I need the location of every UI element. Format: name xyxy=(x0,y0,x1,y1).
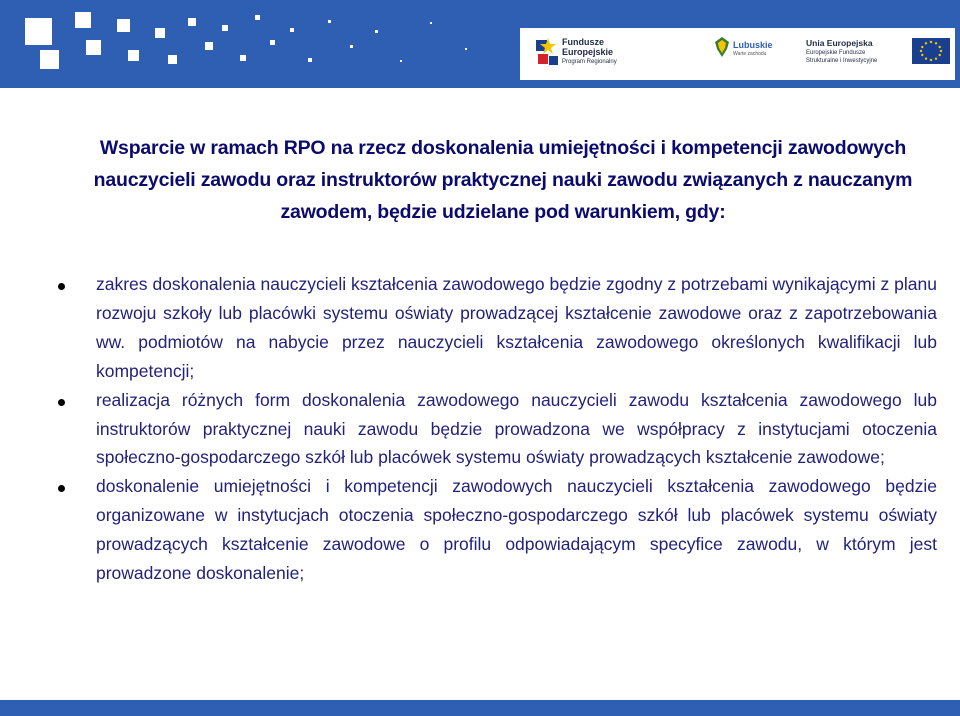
decorative-square xyxy=(222,25,228,31)
decorative-square xyxy=(40,50,59,69)
list-item-text: zakres doskonalenia nauczycieli kształcenia zawodowego będzie zgodny z potrzebami wynikającymi z planu rozwoju szkoły lub placówki systemu oświaty prowadzącej kształcenie zawodowe oraz z zapotrzebowania ww. podmiotów na nabycie przez nauczycieli kształcenia zawodowego określonych kwalifikacji lub kompetencji; xyxy=(96,274,937,381)
bullet-icon xyxy=(58,283,65,290)
ue-line3: Strukturalne i Inwestycyjne xyxy=(806,58,878,64)
bullet-icon xyxy=(58,485,65,492)
eu-funds-star-icon xyxy=(536,38,560,68)
decorative-square xyxy=(188,18,196,26)
decorative-square xyxy=(155,28,165,38)
decorative-square xyxy=(290,28,294,32)
decorative-square xyxy=(328,20,331,23)
lubuskie-line1: Lubuskie xyxy=(733,40,773,50)
decorative-square xyxy=(350,45,353,48)
title-line: Wsparcie w ramach RPO na rzecz doskonalenia umiejętności i kompetencji zawodowych xyxy=(99,137,907,159)
decorative-square xyxy=(430,22,432,24)
header-banner xyxy=(0,0,960,88)
eu-flag-icon xyxy=(912,38,950,64)
decorative-square xyxy=(270,40,275,45)
lubuskie-logo xyxy=(713,34,781,74)
decorative-square xyxy=(168,55,177,64)
list-item xyxy=(58,386,948,473)
lubuskie-emblem-icon xyxy=(713,36,731,58)
slide-title xyxy=(58,132,948,228)
decorative-square xyxy=(255,15,260,20)
decorative-square xyxy=(128,50,139,61)
decorative-square xyxy=(400,60,402,62)
footer-bar xyxy=(0,700,960,716)
ue-line2: Europejskie Fundusze xyxy=(806,50,866,56)
lubuskie-line2: Warte zachodu xyxy=(733,51,767,57)
decorative-square xyxy=(205,42,213,50)
list-item-text: doskonalenie umiejętności i kompetencji zawodowych nauczycieli kształcenia zawodowego będzie organizowane w instytucjach otoczenia społeczno-gospodarczego szkół lub placówek systemu oświaty prowadzących kształcenie zawodowe o profilu odpowiadającym specyfice zawodu, w którym jest prowadzone doskonalenie; xyxy=(96,476,937,584)
decorative-square xyxy=(240,55,246,61)
decorative-square xyxy=(86,40,101,55)
logo-panel xyxy=(520,28,955,80)
fundusze-europejskie-logo xyxy=(536,34,626,74)
decorative-square xyxy=(25,18,52,45)
title-line: zawodem, będzie udzielane pod warunkiem, gdy: xyxy=(280,201,726,223)
decorative-square xyxy=(308,58,312,62)
title-line: nauczycieli zawodu oraz instruktorów praktycznej nauki zawodu związanych z nauczanym xyxy=(93,169,913,191)
unia-europejska-logo xyxy=(806,34,952,74)
list-item xyxy=(58,270,948,386)
list-item-text: realizacja różnych form doskonalenia zawodowego nauczycieli zawodu kształcenia zawodowego lub instruktorów praktycznej nauki zawodu będzie prowadzona we współpracy z instytucjami otoczenia społeczno-gospodarczego szkół lub placówek systemu oświaty prowadzących kształcenie zawodowe; xyxy=(96,389,937,468)
decorative-square xyxy=(75,12,91,28)
bullet-icon xyxy=(58,399,65,406)
fundusze-line2: Europejskie xyxy=(562,47,614,57)
decorative-square xyxy=(465,48,467,50)
decorative-square xyxy=(117,19,130,32)
ue-line1: Unia Europejska xyxy=(806,38,873,48)
slide-content xyxy=(58,106,948,618)
fundusze-line1: Fundusze xyxy=(562,37,604,47)
fundusze-line3: Program Regionalny xyxy=(562,59,617,65)
list-item xyxy=(58,472,948,588)
conditions-list xyxy=(58,270,948,588)
decorative-square xyxy=(375,30,378,33)
